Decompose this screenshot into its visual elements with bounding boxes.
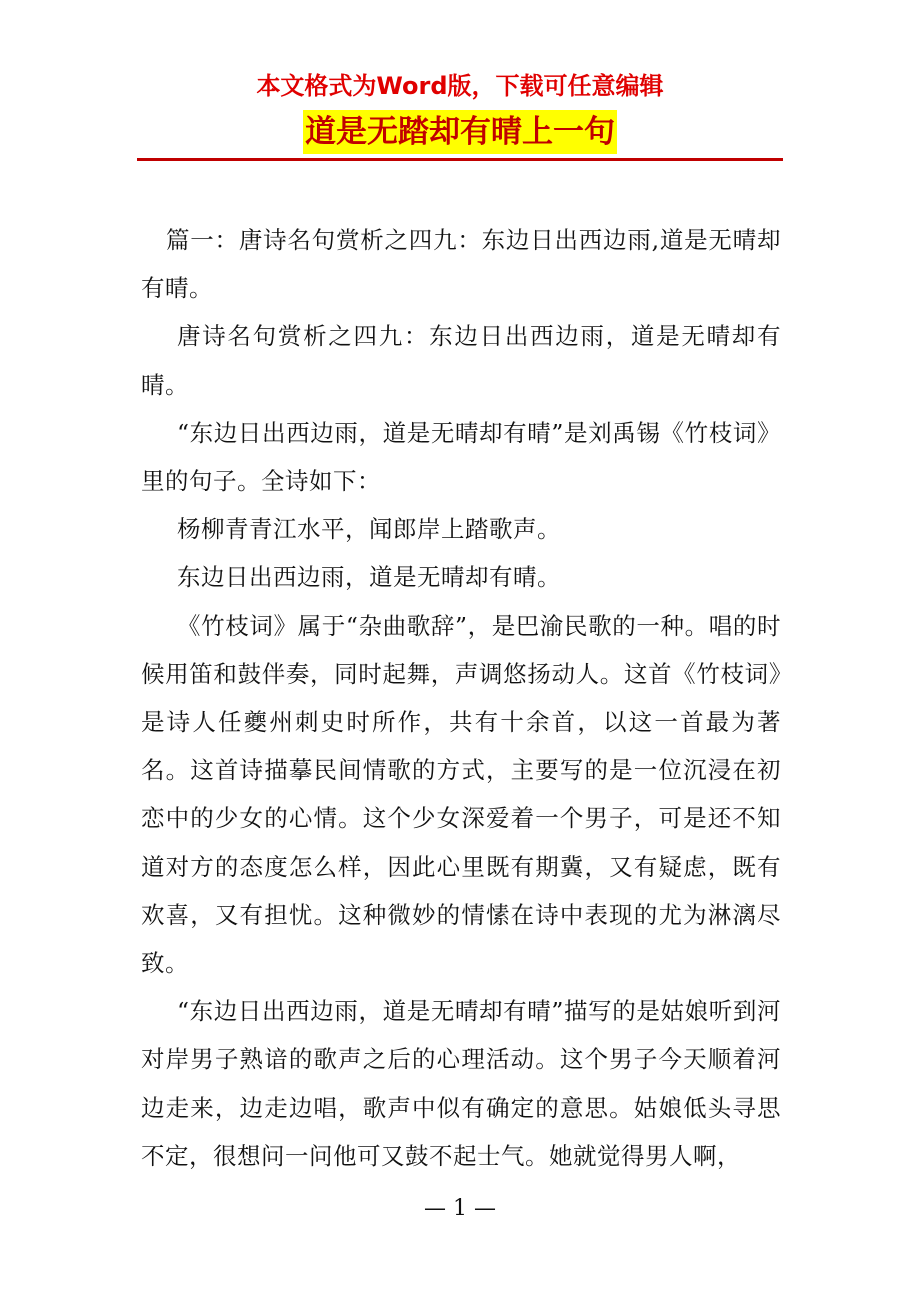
title-container bbox=[0, 110, 920, 154]
paragraph-heading: 篇一：唐诗名句赏析之四九：东边日出西边雨,道是无晴却有晴。 bbox=[141, 226, 781, 303]
format-notice-banner: 本文格式为Word版，下载可任意编辑 bbox=[256, 72, 664, 100]
poem-line: 东边日出西边雨，道是无晴却有晴。 bbox=[177, 563, 561, 592]
paragraph: 《竹枝词》属于“杂曲歌辞”，是巴渝民歌的一种。唱的时候用笛和鼓伴奏，同时起舞，声调悠扬动人。这首《竹枝词》是诗人任夔州刺史时所作，共有十余首，以这一首最为著名。这首诗描摹民间情歌的方式，主要写的是一位沉浸在初恋中的少女的心情。这个少女深爱着一个男子，可是还不知道对方的态度怎么样，因此心里既有期冀，又有疑虑，既有欢喜，又有担忧。这种微妙的情愫在诗中表现的尤为淋漓尽致。 bbox=[141, 611, 781, 978]
document-body bbox=[141, 216, 781, 1180]
document-title: 道是无踏却有晴上一句 bbox=[303, 110, 617, 154]
paragraph: 唐诗名句赏析之四九：东边日出西边雨，道是无晴却有晴。 bbox=[141, 322, 781, 399]
paragraph: “东边日出西边雨，道是无晴却有晴”描写的是姑娘听到河对岸男子熟谙的歌声之后的心理活动。这个男子今天顺着河边走来，边走边唱，歌声中似有确定的意思。姑娘低头寻思不定，很想问一问他可又鼓不起士气。她就觉得男人啊， bbox=[141, 997, 781, 1170]
title-divider bbox=[137, 158, 783, 161]
paragraph: “东边日出西边雨，道是无晴却有晴”是刘禹锡《竹枝词》里的句子。全诗如下： bbox=[141, 418, 781, 496]
page-number: — 1 — bbox=[424, 1196, 496, 1221]
poem-line: 杨柳青青江水平，闻郎岸上踏歌声。 bbox=[177, 515, 561, 544]
